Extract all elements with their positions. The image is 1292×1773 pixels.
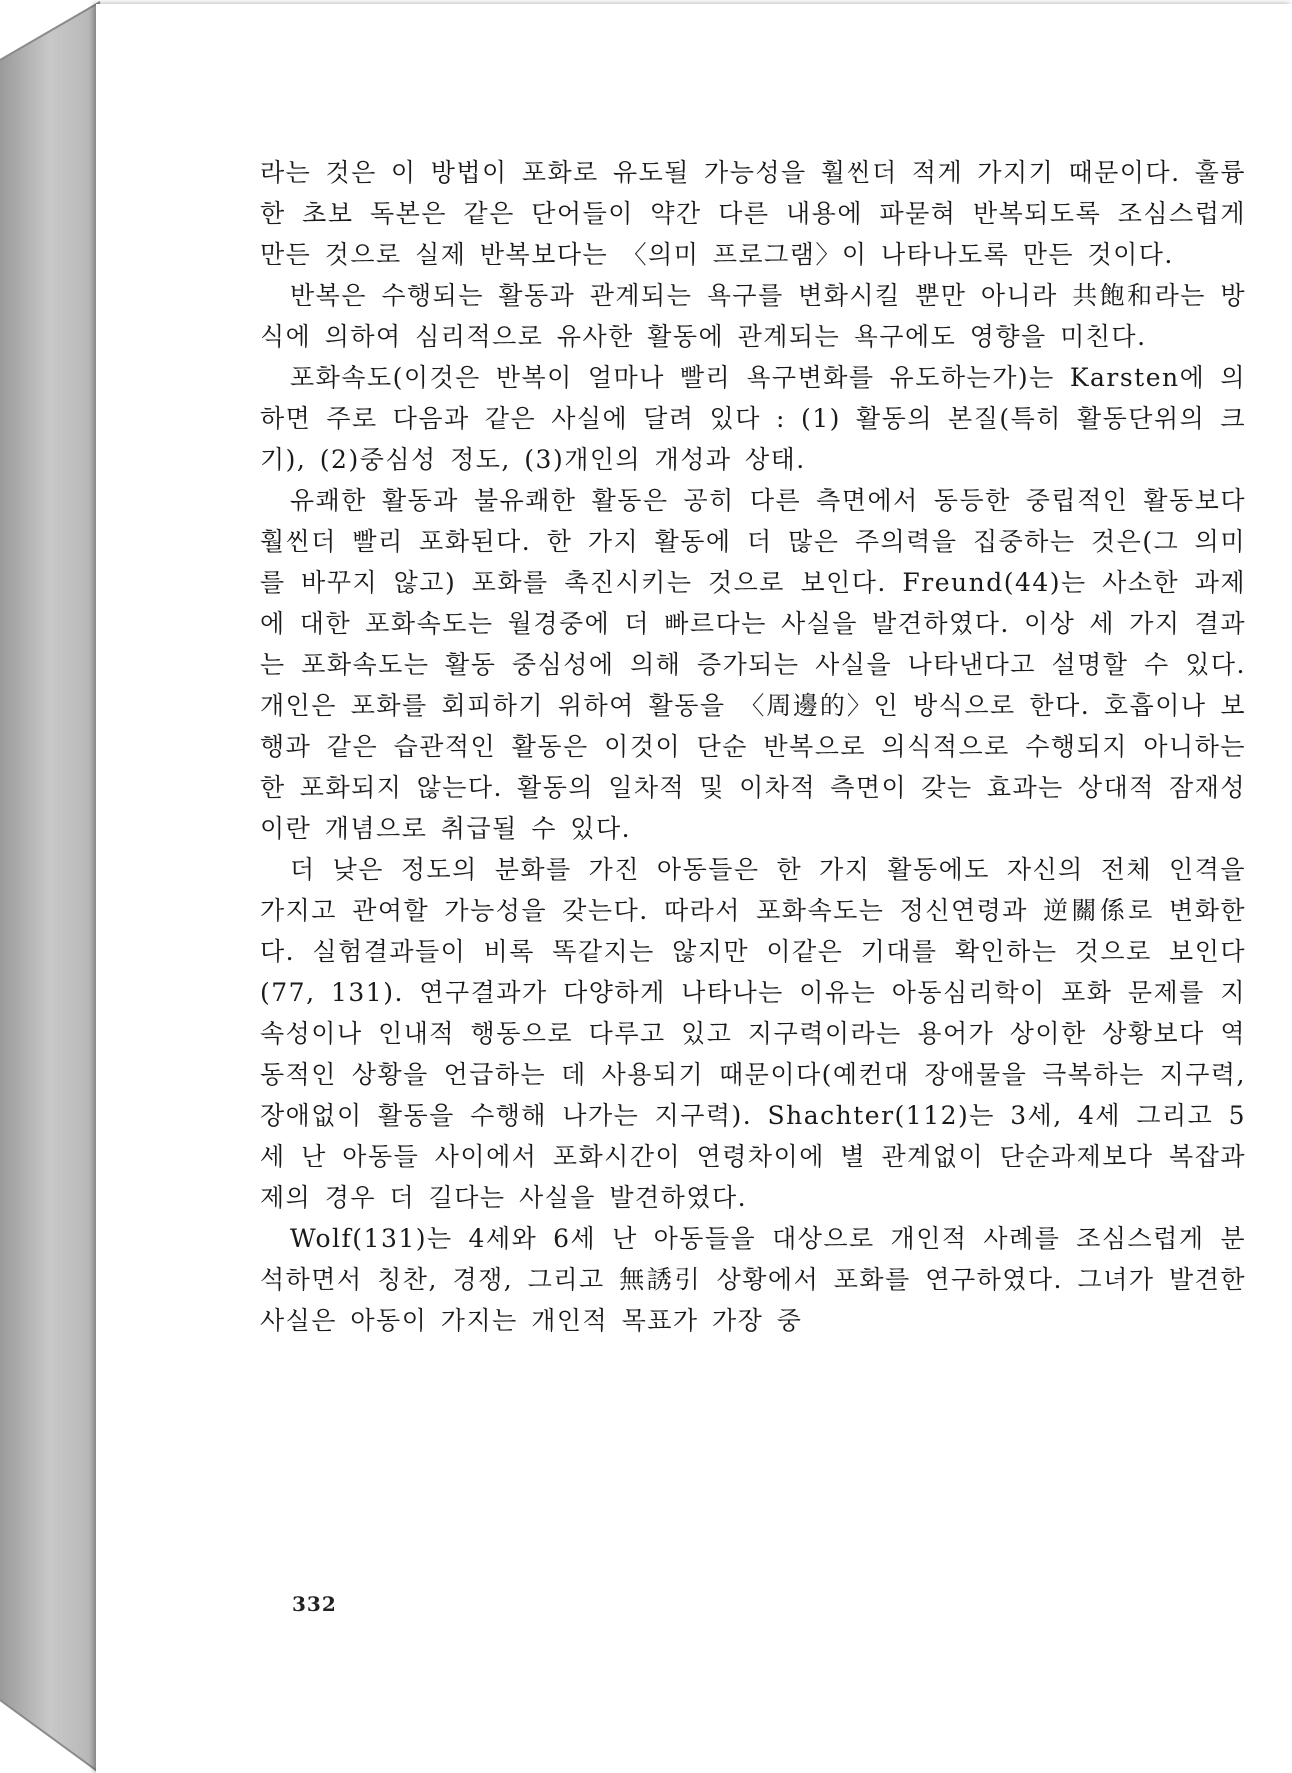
paragraph-6: Wolf(131)는 4세와 6세 난 아동들을 대상으로 개인적 사례를 조심스럽게 분석하면서 칭찬, 경쟁, 그리고 無誘引 상황에서 포화를 연구하였다. 그녀가 발견한 사실은 아동이 가지는 개인적 목표가 가장 중 [260,1224,1246,1335]
body-text [260,152,1246,1341]
paragraph-5: 더 낮은 정도의 분화를 가진 아동들은 한 가지 활동에도 자신의 전체 인격을 가지고 관여할 가능성을 갖는다. 따라서 포화속도는 정신연령과 逆關係로 변화한다. 실험결과들이 비록 똑같지는 않지만 이같은 기대를 확인하는 것으로 보인다(77, 131). 연구결과가 다양하게 나타나는 이유는 아동심리학이 포화 문제를 지속성이나 인내적 행동으로 다루고 있고 지구력이라는 용어가 상이한 상황보다 역동적인 상황을 언급하는 데 사용되기 때문이다(예컨대 장애물을 극복하는 지구력, 장애없이 활동을 수행해 나가는 지구력). Shachter(112)는 3세, 4세 그리고 5세 난 아동들 사이에서 포화시간이 연령차이에 별 관계없이 단순과제보다 복잡과제의 경우 더 길다는 사실을 발견하였다. [260,855,1246,1212]
paragraph-2: 반복은 수행되는 활동과 관계되는 욕구를 변화시킬 뿐만 아니라 共飽和라는 방식에 의하여 심리적으로 유사한 활동에 관계되는 욕구에도 영향을 미친다. [260,281,1246,351]
book-spine [0,0,110,1773]
paragraph-4: 유쾌한 활동과 불유쾌한 활동은 공히 다른 측면에서 동등한 중립적인 활동보다 훨씬더 빨리 포화된다. 한 가지 활동에 더 많은 주의력을 집중하는 것은(그 의미를 바꾸지 않고) 포화를 촉진시키는 것으로 보인다. Freund(44)는 사소한 과제에 대한 포화속도는 월경중에 더 빠르다는 사실을 발견하였다. 이상 세 가지 결과는 포화속도는 활동 중심성에 의해 증가되는 사실을 나타낸다고 설명할 수 있다. 개인은 포화를 회피하기 위하여 활동을 〈周邊的〉인 방식으로 한다. 호흡이나 보행과 같은 습관적인 활동은 이것이 단순 반복으로 의식적으로 수행되지 아니하는 한 포화되지 않는다. 활동의 일차적 및 이차적 측면이 갖는 효과는 상대적 잠재성이란 개념으로 취급될 수 있다. [260,486,1246,843]
paragraph-1: 라는 것은 이 방법이 포화로 유도될 가능성을 훨씬더 적게 가지기 때문이다. 훌륭한 초보 독본은 같은 단어들이 약간 다른 내용에 파묻혀 반복되도록 조심스럽게 만든 것으로 실제 반복보다는 〈의미 프로그램〉이 나타나도록 만든 것이다. [260,158,1246,269]
book-page [96,4,1292,1773]
paragraph-3: 포화속도(이것은 반복이 얼마나 빨리 욕구변화를 유도하는가)는 Karsten에 의하면 주로 다음과 같은 사실에 달려 있다 : (1) 활동의 본질(특히 활동단위의 크기), (2)중심성 정도, (3)개인의 개성과 상태. [260,363,1246,474]
page-number: 332 [292,1592,337,1616]
